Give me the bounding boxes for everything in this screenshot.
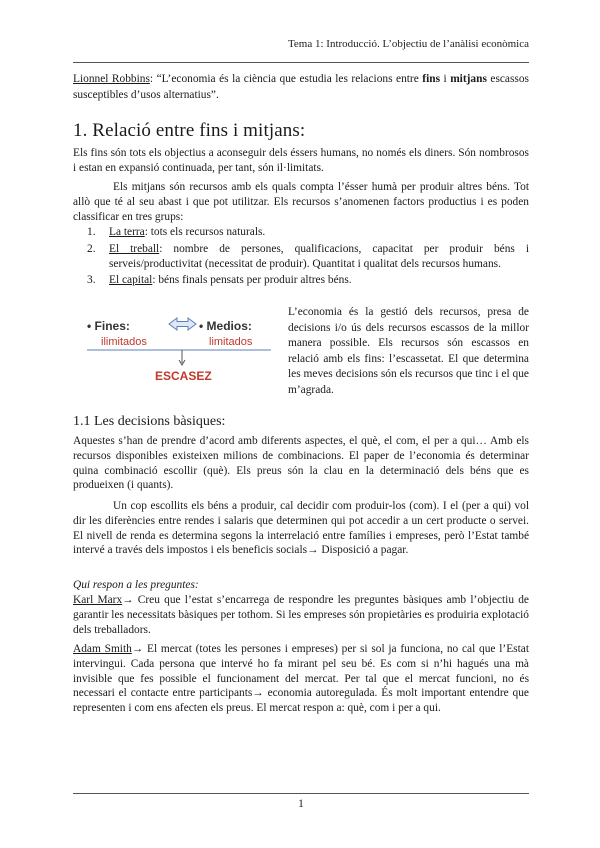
medios-label: • Medios: <box>199 319 252 333</box>
decisions-paragraph-2: Un cop escollits els béns a produir, cal decidir com produir-los (com). I el (per a qui) vol dir les diferències entre rendes i salaris que determinen qui pot accedir a un cert producte o servei. El nivell de renda es determina segons la interrelació entre famílies i empreses, però l’Estat també intervé a través dels impostos i els beneficis socials→ Disposició a pagar. <box>73 500 529 557</box>
marx-name: Karl Marx <box>73 594 123 606</box>
robbins-quote <box>73 71 529 103</box>
list-term: El treball <box>109 242 160 255</box>
list-item <box>87 242 529 272</box>
running-header: Tema 1: Introducció. L’objectiu de l’anàlisi econòmica <box>287 38 529 50</box>
fines-label: • Fines: <box>87 319 130 333</box>
smith-paragraph <box>73 642 529 716</box>
list-text: : béns finals pensats per produir altres béns. <box>152 274 352 287</box>
section-1-paragraph-1: Els fins són tots els objectius a aconseguir dels éssers humans, no només els diners. Són nombrosos i estan en expansió continuada, per tant, són il·limitats. <box>73 147 529 174</box>
list-term: El capital <box>109 274 153 287</box>
marx-paragraph <box>73 593 529 637</box>
double-arrow-icon <box>169 318 196 330</box>
scarcity-diagram-svg <box>85 308 285 390</box>
quote-fins: fins <box>422 73 441 85</box>
list-number: 2. <box>87 242 96 255</box>
fines-sublabel: ilimitados <box>101 336 147 348</box>
list-text: : nombre de persones, qualificacions, capacitat per produir béns i serveis/productivitat (necessitat de produir). Quantitat i qualitat dels recursos humans. <box>109 242 529 270</box>
down-arrow-icon <box>179 350 185 365</box>
page-number: 1 <box>298 798 304 810</box>
list-text: : tots els recursos naturals. <box>144 226 266 238</box>
quote-author: Lionnel Robbins <box>73 73 150 85</box>
economy-definition: L’economia és la gestió dels recursos, presa de decisions i/o ús dels recursos escassos de la millor manera possible. Els recursos són escassos en relació amb els fins: l’escassetat. El que determina les meves decisions són els recursos que tinc i el que m’agrada. <box>288 306 529 396</box>
scarcity-diagram <box>85 308 285 390</box>
quote-mitjans: mitjans <box>450 73 487 85</box>
section-1-1-title: 1.1 Les decisions bàsiques: <box>73 414 226 429</box>
list-item <box>87 273 529 288</box>
decisions-paragraph-1: Aquestes s’han de prendre d’acord amb diferents aspectes, el què, el com, el per a qui… Amb els recursos disponibles existeixen milions de combinacions. El paper de l’economia és determinar quina combinació escollir (què). Els preus són la clau en la determinació dels béns que es produeixen (i quants). <box>73 435 529 492</box>
medios-sublabel: limitados <box>209 336 253 348</box>
scarcity-result: ESCASEZ <box>155 369 212 383</box>
smith-name: Adam Smith <box>73 643 132 655</box>
marx-text: → Creu que l’estat s’encarrega de respondre les preguntes bàsiques amb l’objectiu de garantir les necessitats bàsiques per tothom. Si les empreses són propietàries es produiria explotació dels treballadors. <box>73 594 529 636</box>
list-term: La terra <box>109 226 145 238</box>
factors-list <box>73 225 529 290</box>
section-1-paragraph-2: Els mitjans són recursos amb els quals compta l’ésser humà per produir altres béns. Tot allò que té al seu abast i que pot utilitzar. Els recursos s’anomenen factors productius i es poden classificar en tres grups: <box>73 181 529 223</box>
header-rule <box>73 62 529 63</box>
footer-rule <box>73 793 529 794</box>
smith-text: → El mercat (totes les persones i empreses) per si sol ja funciona, no cal que l’Estat intervingui. Cada persona que intervé ho fa mirant pel seu bé. Es com si n’hi hagués una mà invisible que fes possible el funcionament del mercat. Per tal que el mercat funcioni, no és necessari el contacte entre participants→ economia autoregulada. És molt important entendre que representen i com ens afecten els preus. El mercat respon a: què, com i per a qui. <box>73 643 529 715</box>
list-number: 3. <box>87 274 96 287</box>
quote-mid: i <box>440 73 451 85</box>
question-heading: Qui respon a les preguntes: <box>73 579 199 591</box>
list-number: 1. <box>87 226 96 238</box>
quote-after: escassos susceptibles d’usos alternatius”. <box>73 73 529 101</box>
quote-before: : “L’economia és la ciència que estudia les relacions entre <box>149 73 423 85</box>
list-item <box>87 225 529 240</box>
section-1-title: 1. Relació entre fins i mitjans: <box>73 120 306 141</box>
